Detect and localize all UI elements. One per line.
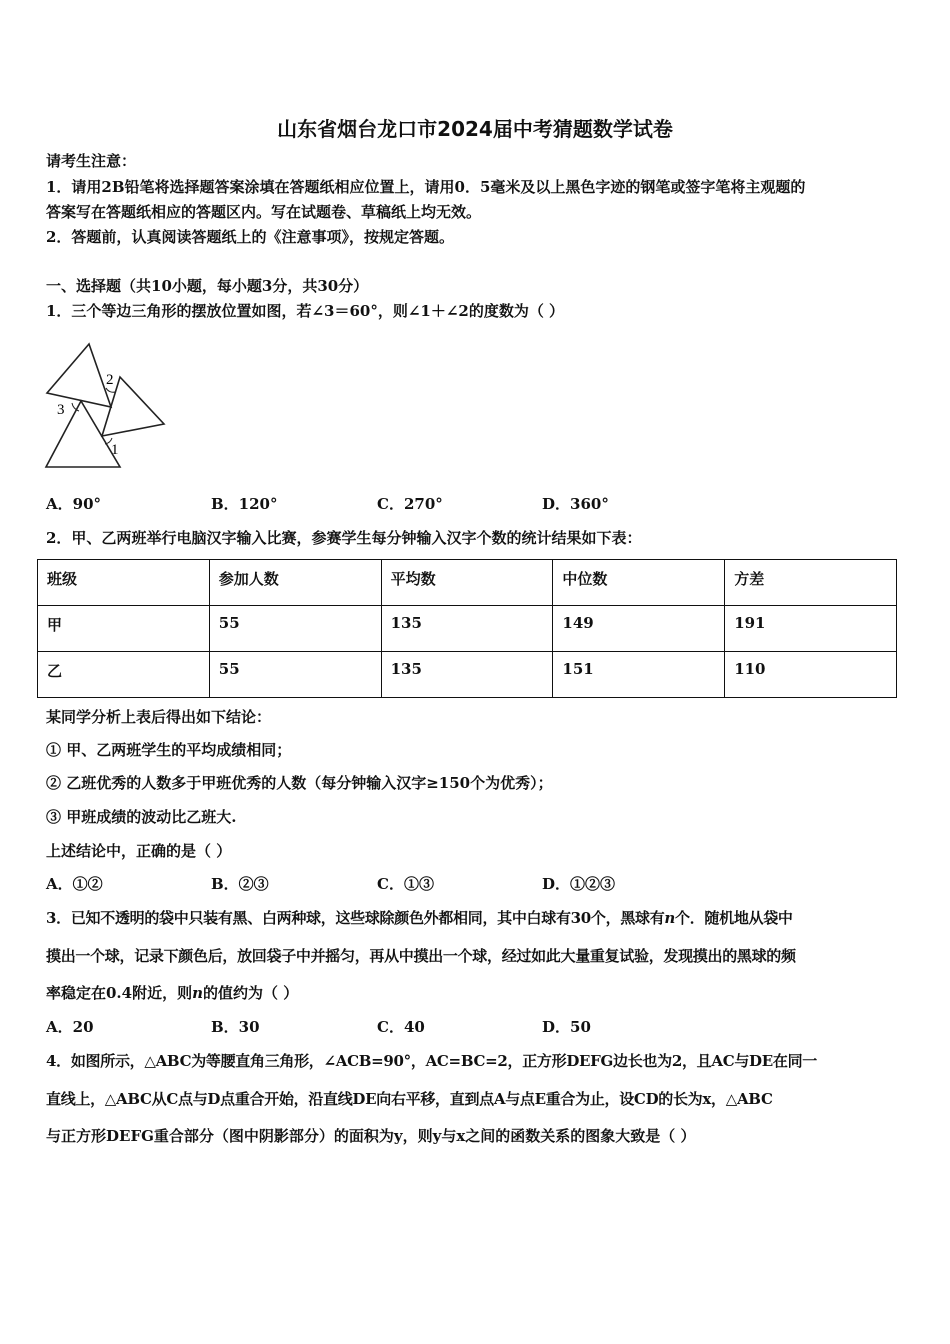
angle-label-2: 2 [106,372,114,388]
table-row [38,606,897,652]
q3-text: 3．已知不透明的袋中只装有黑、白两种球，这些球除颜色外都相同，其中白球有30个，黑球有 [46,909,665,927]
table-cell: 135 [381,606,553,652]
q3-text: 的值约为（ ） [203,984,299,1002]
table-cell: 55 [209,606,381,652]
table-cell: 乙 [38,652,210,698]
q3-stem-line2: 摸出一个球，记录下颜色后，放回袋子中并摇匀，再从中摸出一个球，经过如此大量重复试验，发现摸出的黑球的频 [46,947,796,965]
q3-var-n: n [664,909,676,927]
q3-option-a[interactable]: A．20 [46,1018,94,1036]
notice-line: 1．请用2B铅笔将选择题答案涂填在答题纸相应位置上，请用0．5毫米及以上黑色字迹的钢笔或签字笔将主观题的 [46,178,806,196]
table-header-row [38,560,897,606]
q3-option-c[interactable]: C．40 [377,1018,425,1036]
table-cell: 191 [725,606,897,652]
q3-stem-line1 [46,908,793,928]
q2-analysis: 某同学分析上表后得出如下结论： [46,708,272,726]
table-cell: 110 [725,652,897,698]
q3-text: 率稳定在0.4附近，则 [46,984,193,1002]
q3-var-n: n [192,984,204,1002]
stats-table [37,559,897,698]
notice-line: 2．答题前，认真阅读答题纸上的《注意事项》，按规定答题。 [46,228,454,246]
q2-option-b[interactable]: B．②③ [211,875,269,893]
q4-stem-line3: 与正方形DEFG重合部分（图中阴影部分）的面积为y，则y与x之间的函数关系的图象大致是（ ） [46,1127,696,1145]
notice-heading: 请考生注意： [46,152,137,170]
q2-stem: 2．甲、乙两班举行电脑汉字输入比赛，参赛学生每分钟输入汉字个数的统计结果如下表： [46,529,642,547]
table-header: 参加人数 [209,560,381,606]
table-header: 中位数 [553,560,725,606]
q1-option-c[interactable]: C．270° [377,495,443,513]
q2-option-a[interactable]: A．①② [46,875,103,893]
q3-text: 个．随机地从袋中 [675,909,793,927]
table-cell: 55 [209,652,381,698]
table-row [38,652,897,698]
q2-conclusion-3: ③ 甲班成绩的波动比乙班大. [46,808,237,826]
triangle-top [47,344,111,407]
page-title: 山东省烟台龙口市2024届中考猜题数学试卷 [277,117,673,141]
section-heading: 一、选择题（共10小题，每小题3分，共30分） [46,277,369,295]
q4-stem-line2: 直线上，△ABC从C点与D点重合开始，沿直线DE向右平移，直到点A与点E重合为止，设CD的长为x，△ABC [46,1090,773,1108]
table-header: 方差 [725,560,897,606]
q2-conclusion-1: ① 甲、乙两班学生的平均成绩相同； [46,741,292,759]
q2-ask: 上述结论中，正确的是（ ） [46,842,232,860]
q3-option-b[interactable]: B．30 [211,1018,260,1036]
angle-label-1: 1 [111,442,119,458]
table-cell: 甲 [38,606,210,652]
q1-option-b[interactable]: B．120° [211,495,278,513]
q1-option-a[interactable]: A．90° [46,495,102,513]
table-cell: 135 [381,652,553,698]
q2-option-c[interactable]: C．①③ [377,875,434,893]
table-header: 平均数 [381,560,553,606]
table-header: 班级 [38,560,210,606]
q3-option-d[interactable]: D．50 [542,1018,591,1036]
q2-option-d[interactable]: D．①②③ [542,875,616,893]
table-cell: 151 [553,652,725,698]
q1-stem: 1．三个等边三角形的摆放位置如图，若∠3＝60°，则∠1＋∠2的度数为（ ） [46,302,565,320]
q1-option-d[interactable]: D．360° [542,495,609,513]
q4-stem-line1: 4．如图所示，△ABC为等腰直角三角形，∠ACB=90°，AC=BC=2，正方形DEFG边长也为2，且AC与DE在同一 [46,1052,817,1070]
q2-conclusion-2: ② 乙班优秀的人数多于甲班优秀的人数（每分钟输入汉字≥150个为优秀）； [46,774,553,792]
table-cell: 149 [553,606,725,652]
angle-label-3: 3 [57,402,65,418]
notice-line: 答案写在答题纸相应的答题区内。写在试题卷、草稿纸上均无效。 [46,203,482,221]
q3-stem-line3 [46,983,298,1003]
